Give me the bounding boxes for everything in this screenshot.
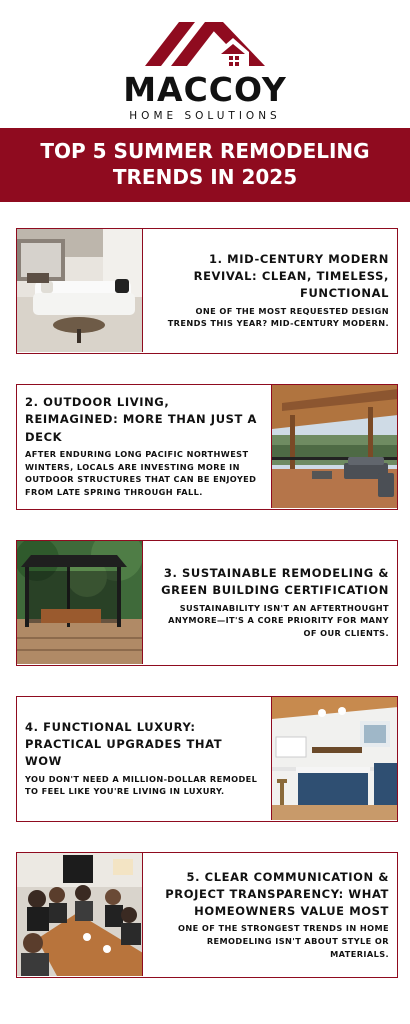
gazebo-photo bbox=[17, 541, 143, 664]
trend-card-4 bbox=[16, 696, 398, 822]
trend-description: AFTER ENDURING LONG PACIFIC NORTHWEST WINTERS, LOCALS ARE INVESTING MORE IN OUTDOOR STRUCTURES THAT CAN BE ENJOYED FROM LATE SPRING THROUGH FALL. bbox=[25, 448, 257, 498]
trend-title: 3. SUSTAINABLE REMODELING & GREEN BUILDING CERTIFICATION bbox=[161, 566, 389, 598]
trend-card-3 bbox=[16, 540, 398, 666]
page-title: TOP 5 SUMMER REMODELING TRENDS IN 2025 bbox=[40, 139, 370, 189]
roof-logo-icon bbox=[137, 16, 273, 68]
trend-text-1 bbox=[145, 229, 397, 352]
trend-card-1 bbox=[16, 228, 398, 354]
trend-title: 2. OUTDOOR LIVING, REIMAGINED: MORE THAN JUST A DECK bbox=[25, 395, 258, 444]
trend-title: 5. CLEAR COMMUNICATION & PROJECT TRANSPARENCY: WHAT HOMEOWNERS VALUE MOST bbox=[165, 869, 389, 919]
covered-deck-photo bbox=[271, 385, 397, 508]
trend-text-4 bbox=[17, 697, 269, 820]
trend-title: 1. MID-CENTURY MODERN REVIVAL: CLEAN, TIMELESS, FUNCTIONAL bbox=[193, 251, 389, 301]
trend-text-2 bbox=[17, 385, 269, 508]
brand-name: MACCOY bbox=[123, 70, 287, 109]
kitchen-photo bbox=[271, 697, 397, 820]
title-banner bbox=[0, 128, 410, 202]
trend-description: ONE OF THE STRONGEST TRENDS IN HOME REMODELING ISN'T ABOUT STYLE OR MATERIALS. bbox=[178, 923, 389, 959]
living-room-photo bbox=[17, 229, 143, 352]
brand-logo bbox=[0, 14, 410, 122]
trend-description: YOU DON'T NEED A MILLION-DOLLAR REMODEL TO FEEL LIKE YOU'RE LIVING IN LUXURY. bbox=[25, 773, 258, 797]
team-photo bbox=[17, 853, 143, 976]
brand-tagline: HOME SOLUTIONS bbox=[129, 110, 281, 122]
trend-card-5 bbox=[16, 852, 398, 978]
trend-text-3 bbox=[145, 541, 397, 664]
trend-text-5 bbox=[145, 853, 397, 976]
trend-description: SUSTAINABILITY ISN'T AN AFTERTHOUGHT ANYMORE—IT'S A CORE PRIORITY FOR MANY OF OUR CLIENTS. bbox=[168, 602, 389, 639]
trend-card-2 bbox=[16, 384, 398, 510]
trend-description: ONE OF THE MOST REQUESTED DESIGN TRENDS THIS YEAR? MID-CENTURY MODERN. bbox=[167, 305, 389, 329]
trend-title: 4. FUNCTIONAL LUXURY: PRACTICAL UPGRADES THAT WOW bbox=[25, 719, 223, 769]
